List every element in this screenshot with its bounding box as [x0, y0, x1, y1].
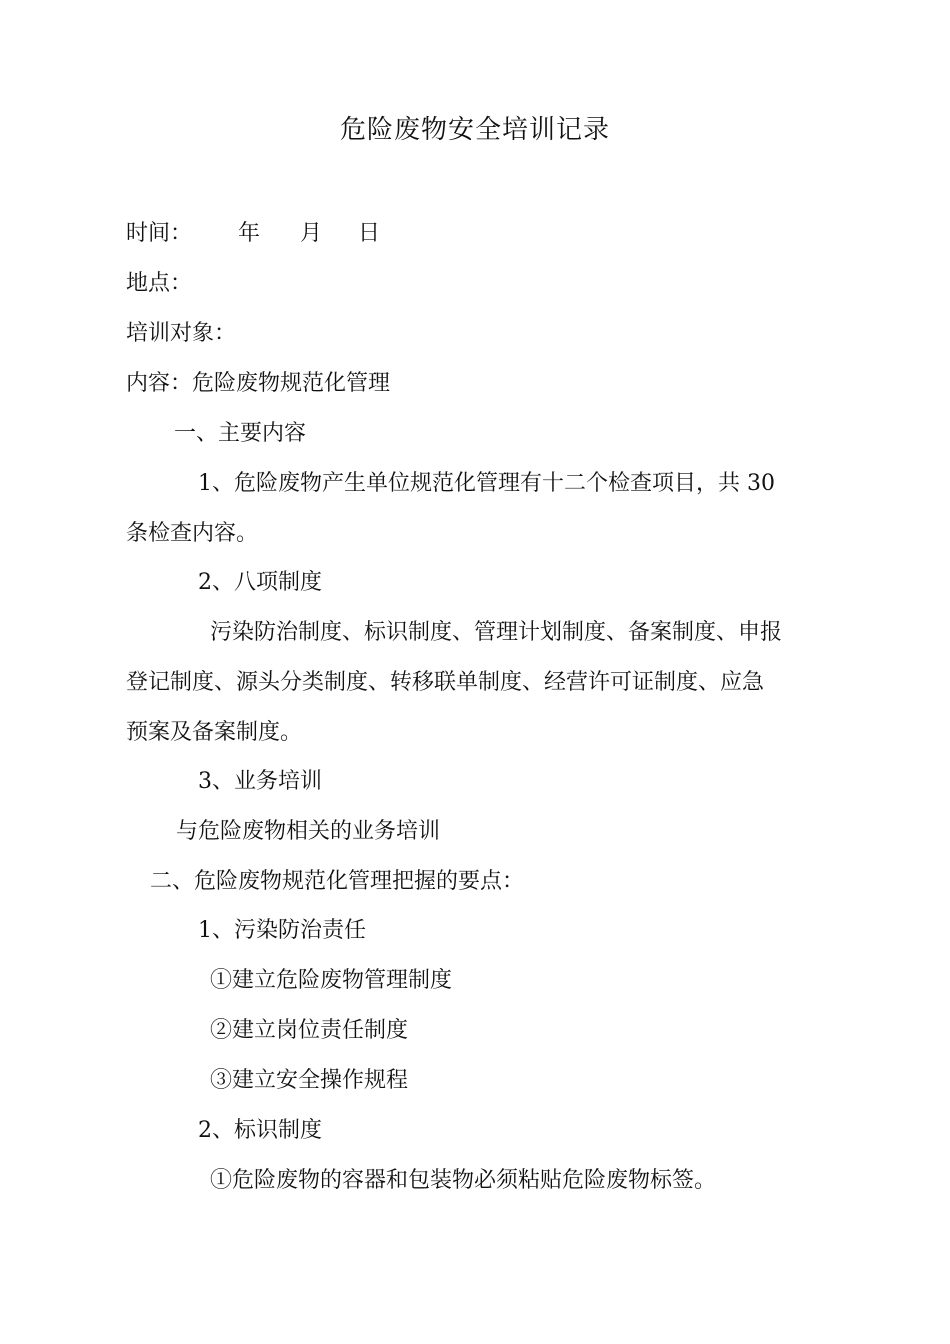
section2-point2-a: ①危险废物的容器和包装物必须粘贴危险废物标签。 — [210, 1168, 717, 1193]
section1-item2-line3: 预案及备案制度。 — [126, 720, 303, 745]
section2-point1-a: ①建立危险废物管理制度 — [210, 968, 453, 993]
section1-item1-line2: 条检查内容。 — [126, 521, 259, 546]
section1-item1-line1: 1、危险废物产生单位规范化管理有十二个检查项目，共 30 — [198, 471, 775, 496]
day-label: 日 — [358, 221, 381, 246]
section1-heading: 一、主要内容 — [174, 421, 307, 446]
section1-item2-line1: 污染防治制度、标识制度、管理计划制度、备案制度、申报 — [210, 620, 783, 645]
time-label: 时间： — [126, 221, 193, 246]
section2-point1-b: ②建立岗位责任制度 — [210, 1018, 409, 1043]
document-title: 危险废物安全培训记录 — [339, 115, 610, 145]
section1-item2-heading: 2、八项制度 — [198, 570, 322, 595]
time-row — [126, 219, 380, 249]
audience-label: 培训对象： — [126, 321, 237, 346]
section2-point1-heading: 1、污染防治责任 — [198, 918, 366, 943]
month-label: 月 — [300, 221, 323, 246]
location-label: 地点： — [126, 271, 193, 296]
year-label: 年 — [238, 221, 261, 246]
section1-item2-line2: 登记制度、源头分类制度、转移联单制度、经营许可证制度、应急 — [126, 670, 765, 695]
section1-item3-heading: 3、业务培训 — [198, 769, 322, 794]
section2-point2-heading: 2、标识制度 — [198, 1118, 322, 1143]
section2-heading: 二、危险废物规范化管理把握的要点： — [150, 869, 525, 894]
content-label: 内容：危险废物规范化管理 — [126, 371, 391, 396]
section2-point1-c: ③建立安全操作规程 — [210, 1068, 409, 1093]
section1-item3-text: 与危险废物相关的业务培训 — [176, 819, 441, 844]
